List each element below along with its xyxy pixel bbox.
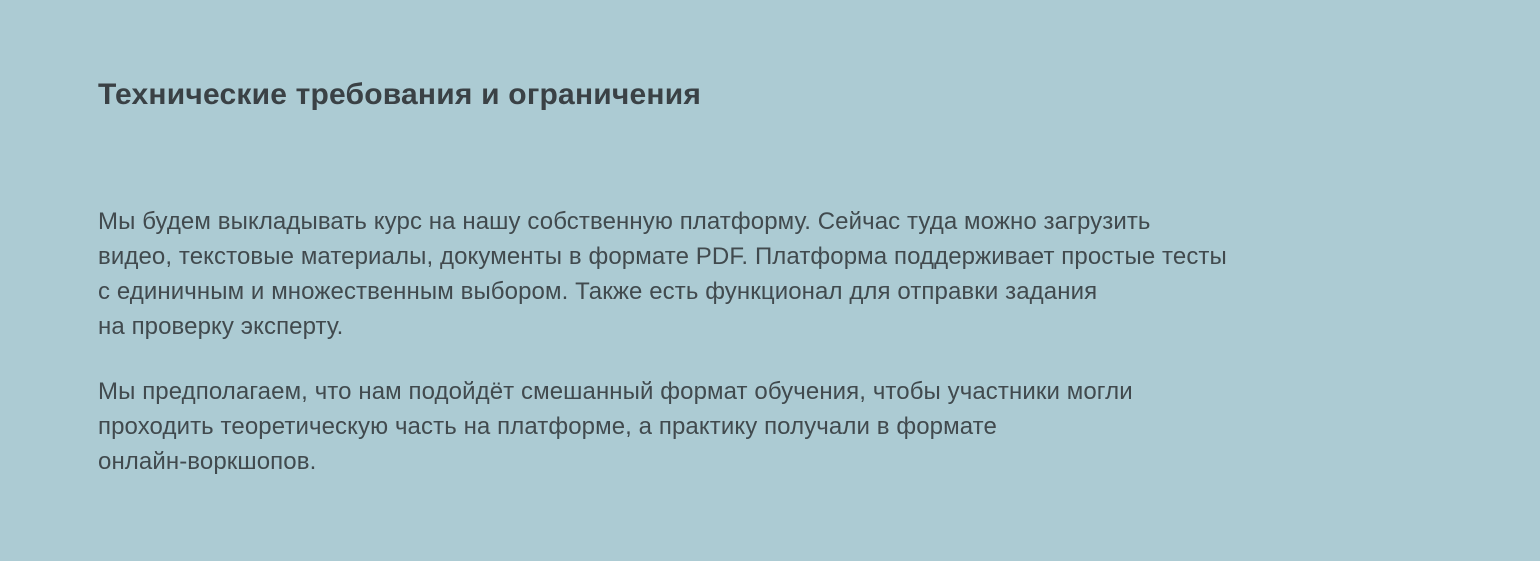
paragraph-line: с единичным и множественным выбором. Также есть функционал для отправки задания	[98, 278, 1098, 305]
paragraph-line: на проверку эксперту.	[98, 313, 344, 340]
paragraph-platform-capabilities	[98, 204, 1442, 344]
paragraph-line: проходить теоретическую часть на платформе, а практику получали в формате	[98, 413, 997, 440]
paragraph-line: видео, текстовые материалы, документы в формате PDF. Платформа поддерживает простые тесты	[98, 243, 1227, 270]
paragraph-line: Мы предполагаем, что нам подойдёт смешанный формат обучения, чтобы участники могли	[98, 378, 1133, 405]
paragraph-line: Мы будем выкладывать курс на нашу собственную платформу. Сейчас туда можно загрузить	[98, 208, 1151, 235]
paragraph-line: онлайн-воркшопов.	[98, 448, 317, 475]
paragraph-learning-format	[98, 374, 1442, 479]
page-title: Технические требования и ограничения	[98, 78, 702, 111]
